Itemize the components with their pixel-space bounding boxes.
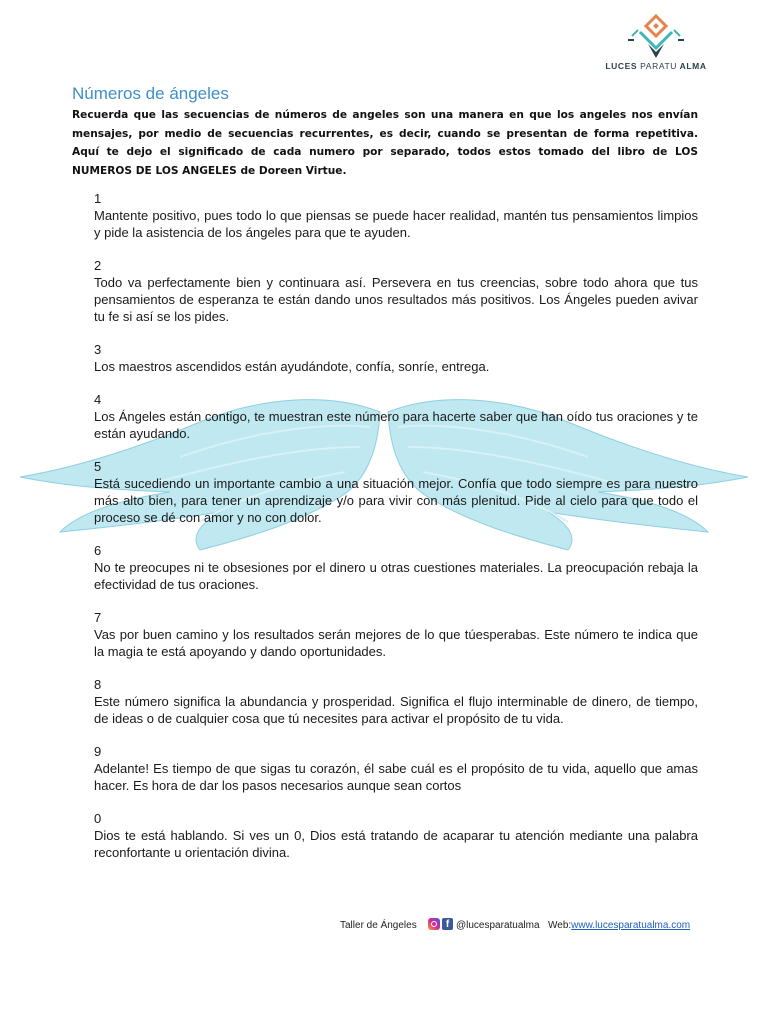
list-item xyxy=(94,610,698,660)
list-item xyxy=(94,258,698,325)
item-meaning: Los Ángeles están contigo, te muestran este número para hacerte saber que han oído tus oraciones y te están ayudando. xyxy=(94,409,698,441)
item-number: 0 xyxy=(94,811,102,826)
page-title: Números de ángeles xyxy=(72,84,229,103)
list-item xyxy=(94,191,698,241)
item-number: 8 xyxy=(94,677,102,692)
item-number: 7 xyxy=(94,610,102,625)
list-item xyxy=(94,543,698,593)
item-number: 9 xyxy=(94,744,102,759)
brand-logo xyxy=(604,14,708,76)
logo-word-para: PARA xyxy=(640,61,665,71)
item-meaning: No te preocupes ni te obsesiones por el dinero u otras cuestiones materiales. La preocupación rebaja la efectividad de tus oraciones. xyxy=(94,560,698,592)
page-footer xyxy=(340,916,700,936)
item-meaning: Vas por buen camino y los resultados serán mejores de lo que túesperabas. Este número te indica que la magia te está apoyando y dando oportunidades. xyxy=(94,627,698,659)
logo-word-luces: LUCES xyxy=(605,61,638,71)
facebook-icon[interactable]: f xyxy=(442,918,453,930)
item-meaning: Está sucediendo un importante cambio a una situación mejor. Confía que todo siempre es para nuestro más alto bien, para tener un aprendizaje y/o para vivir con más plenitud. Pide al cielo para que todo el proceso se dé con amor y no con dolor. xyxy=(94,476,698,525)
item-meaning: Todo va perfectamente bien y continuara así. Persevera en tus creencias, sobre todo ahora que tus pensamientos de esperanza te están dando unos resultados más positivos. Los Ángeles pueden avivar tu fe si así se los pides. xyxy=(94,275,698,324)
item-number: 4 xyxy=(94,392,102,407)
item-number: 1 xyxy=(94,191,102,206)
logo-diamond-icon xyxy=(626,14,686,60)
list-item xyxy=(94,811,698,861)
item-meaning: Este número significa la abundancia y prosperidad. Significa el flujo interminable de dinero, de tiempo, de ideas o de cualquier cosa que tú necesites para activar el propósito de tu vida. xyxy=(94,694,698,726)
item-meaning: Los maestros ascendidos están ayudándote, confía, sonríe, entrega. xyxy=(94,359,490,374)
item-number: 3 xyxy=(94,342,102,357)
intro-paragraph: Recuerda que las secuencias de números de angeles son una manera en que los angeles nos envían mensajes, por medio de secuencias recurrentes, es decir, cuando se presentan de forma repetitiva. Aquí te dejo el significado de cada numero por separado, todos estos tomado del libro de LOS NUMEROS DE LOS ANGELES de Doreen Virtue. xyxy=(72,109,698,177)
logo-word-tu: TU xyxy=(664,61,677,71)
list-item xyxy=(94,744,698,794)
website xyxy=(548,920,690,931)
item-meaning: Mantente positivo, pues todo lo que piensas se puede hacer realidad, mantén tus pensamientos limpios y pide la asistencia de los ángeles para que te ayuden. xyxy=(94,208,698,240)
item-meaning: Dios te está hablando. Si ves un 0, Dios está tratando de acaparar tu atención mediante una palabra reconfortante u orientación divina. xyxy=(94,828,698,860)
list-item xyxy=(94,392,698,442)
item-number: 5 xyxy=(94,459,102,474)
list-item xyxy=(94,677,698,727)
list-item xyxy=(94,459,698,526)
logo-word-alma: ALMA xyxy=(679,61,707,71)
list-item xyxy=(94,342,698,375)
social-handle: @lucesparatualma xyxy=(456,920,540,931)
logo-text xyxy=(604,61,708,71)
instagram-icon[interactable] xyxy=(428,918,440,930)
item-number: 6 xyxy=(94,543,102,558)
item-meaning: Adelante! Es tiempo de que sigas tu corazón, él sabe cuál es el propósito de tu vida, aquello que amas hacer. Es hora de dar los pasos necesarios aunque sean cortos xyxy=(94,761,698,793)
item-number: 2 xyxy=(94,258,102,273)
numbers-list xyxy=(94,191,698,878)
website-label: Web: xyxy=(548,920,572,931)
footer-label: Taller de Ángeles xyxy=(340,920,417,931)
website-link[interactable]: www.lucesparatualma.com xyxy=(571,920,691,931)
